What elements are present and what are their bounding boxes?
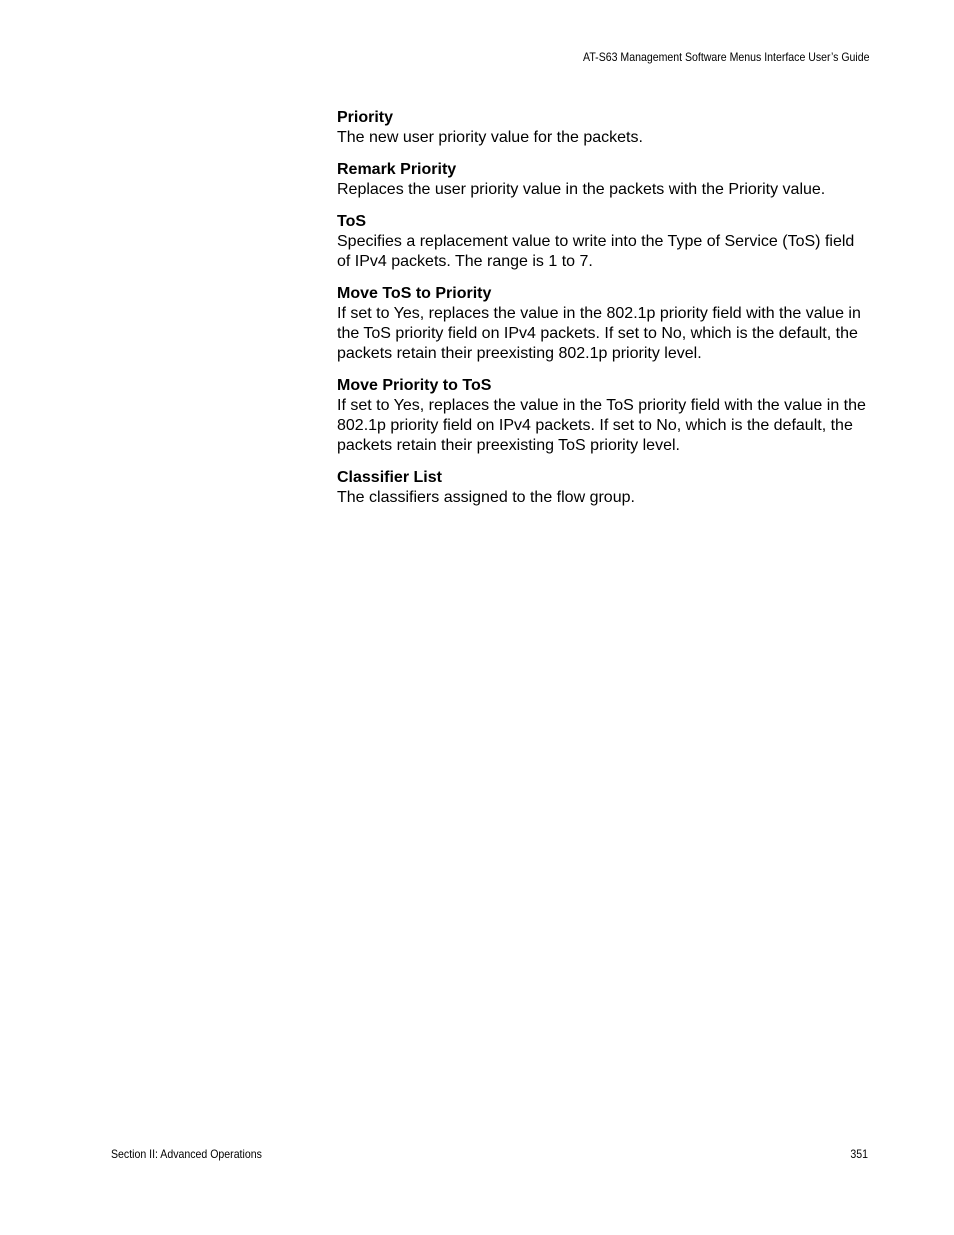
definition-move-tos-to-priority: If set to Yes, replaces the value in the 802.1p priority field with the value in the ToS priority field on IPv4 packets. If set to No, which is the default, the packets retain their preexisting 802.1p priority level. <box>337 305 861 362</box>
definition-move-priority-to-tos: If set to Yes, replaces the value in the ToS priority field with the value in the 802.1p priority field on IPv4 packets. If set to No, which is the default, the packets retain their preexisting ToS priority level. <box>337 397 866 454</box>
footer-section-title: Section II: Advanced Operations <box>111 1147 262 1161</box>
term-priority: Priority <box>337 109 394 126</box>
definition-priority: The new user priority value for the packets. <box>337 129 643 146</box>
term-tos: ToS <box>337 213 367 230</box>
definition-remark-priority: Replaces the user priority value in the packets with the Priority value. <box>337 181 826 198</box>
term-move-tos-to-priority: Move ToS to Priority <box>337 285 492 302</box>
entry-tos <box>337 212 872 272</box>
entry-remark-priority <box>337 160 872 200</box>
term-move-priority-to-tos: Move Priority to ToS <box>337 377 492 394</box>
running-header: AT-S63 Management Software Menus Interface User’s Guide <box>582 50 869 64</box>
definition-classifier-list: The classifiers assigned to the flow group. <box>337 489 635 506</box>
term-classifier-list: Classifier List <box>337 469 442 486</box>
entry-move-priority-to-tos <box>337 376 872 456</box>
term-remark-priority: Remark Priority <box>337 161 457 178</box>
entry-priority <box>337 108 872 148</box>
entry-classifier-list <box>337 468 872 508</box>
entry-move-tos-to-priority <box>337 284 872 364</box>
definition-tos: Specifies a replacement value to write into the Type of Service (ToS) field of IPv4 packets. The range is 1 to 7. <box>337 233 855 270</box>
page-number: 351 <box>850 1147 868 1161</box>
definition-list <box>337 108 872 520</box>
